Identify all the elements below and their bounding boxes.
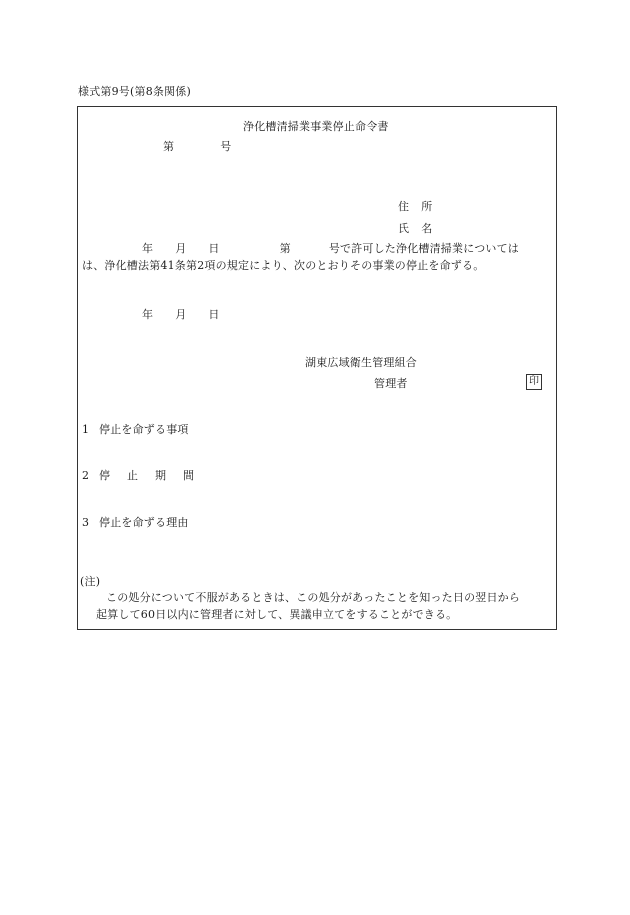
item-1-label: 停止を命ずる事項 [99, 423, 189, 436]
note-heading: (注) [80, 575, 101, 588]
body-text-line-1 [142, 243, 519, 254]
body-text-line-2: は、浄化槽法第41条第2項の規定により、次のとおりその事業の停止を命ずる。 [82, 259, 485, 272]
note-text-line-1: この処分について不服があるときは、この処分があったことを知った日の翌日から [106, 591, 521, 604]
name-char-2: 名 [421, 222, 433, 235]
issue-day: 日 [208, 308, 220, 321]
address-char-1: 住 [398, 200, 410, 213]
issue-year: 年 [142, 308, 154, 321]
address-char-2: 所 [421, 200, 433, 213]
note-text-line-2: 起算して60日以内に管理者に対して、異議申立てをすることができる。 [96, 608, 458, 621]
issuer-title: 管理者 [374, 377, 408, 390]
number-prefix: 第 [163, 140, 175, 153]
item-2-char-2: 止 [127, 469, 139, 482]
item-2 [82, 470, 194, 481]
body-day: 日 [208, 242, 220, 255]
item-1 [82, 424, 189, 435]
body-month: 月 [175, 242, 187, 255]
name-char-1: 氏 [398, 222, 410, 235]
item-2-char-3: 期 [155, 469, 167, 482]
item-1-number: 1 [82, 423, 90, 436]
recipient-address-label [398, 201, 432, 212]
issuer-organization: 湖東広域衛生管理組合 [305, 356, 417, 369]
recipient-name-label [398, 223, 432, 234]
item-2-number: 2 [82, 469, 90, 482]
item-3 [82, 517, 189, 528]
issue-date-line [142, 309, 220, 320]
item-3-label: 停止を命ずる理由 [99, 516, 189, 529]
item-2-char-1: 停 [99, 469, 111, 482]
number-suffix: 号 [220, 140, 232, 153]
body-permit-prefix: 第 [279, 242, 291, 255]
document-title: 浄化槽清掃業事業停止命令書 [243, 120, 389, 133]
seal-mark: 印 [526, 374, 542, 390]
item-3-number: 3 [82, 516, 90, 529]
document-number-line [163, 141, 231, 152]
item-2-char-4: 間 [183, 469, 195, 482]
body-year: 年 [142, 242, 154, 255]
body-line1-rest: 号で許可した浄化槽清掃業については [328, 242, 519, 255]
form-number-label: 様式第9号(第8条関係) [78, 85, 191, 98]
issue-month: 月 [175, 308, 187, 321]
